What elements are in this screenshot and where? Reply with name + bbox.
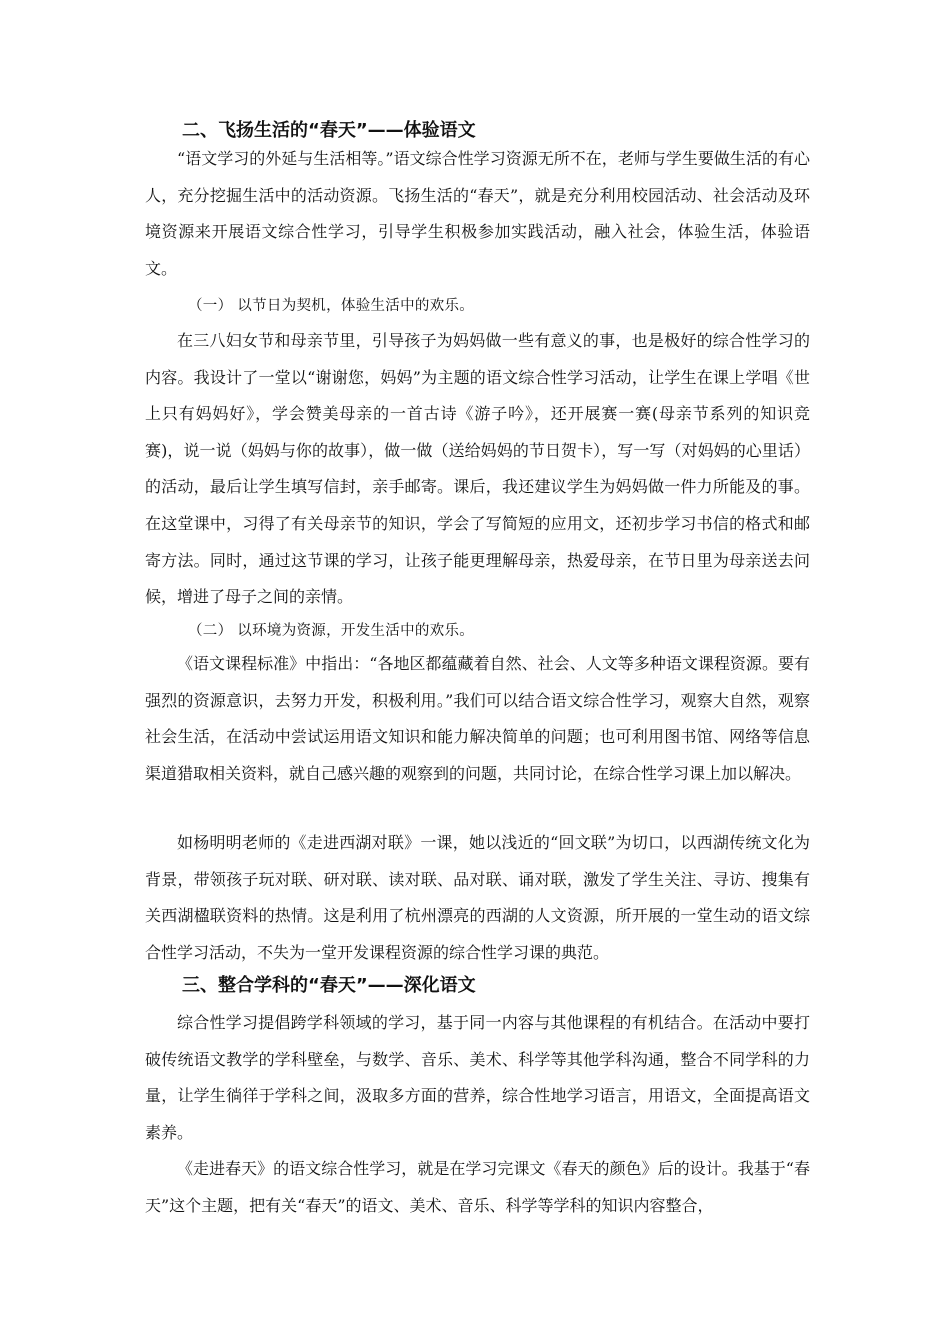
- subsection-2-heading: （二） 以环境为资源，开发生活中的欢乐。: [188, 623, 475, 639]
- subsection-1-paragraph: 在三八妇女节和母亲节里，引导孩子为妈妈做一些有意义的事，也是极好的综合性学习的内容。我设计了一堂以“谢谢您，妈妈”为主题的语文综合性学习活动，让学生在课上学唱《世上只有妈妈好》，学会赞美母亲的一首古诗《游子吟》，还开展赛一赛(母亲节系列的知识竞赛)，说一说（妈妈与你的故事），做一做（送给妈妈的节日贺卡），写一写（对妈妈的心里话）的活动，最后让学生填写信封，亲手邮寄。课后，我还建议学生为妈妈做一件力所能及的事。在这堂课中，习得了有关母亲节的知识，学会了写简短的应用文，还初步学习书信的格式和邮寄方法。同时，通过这节课的学习，让孩子能更理解母亲，热爱母亲，在节日里为母亲送去问候，增进了母子之间的亲情。: [145, 331, 810, 607]
- section-3-paragraph-1: 综合性学习提倡跨学科领域的学习，基于同一内容与其他课程的有机结合。在活动中要打破传统语文教学的学科壁垒，与数学、音乐、美术、科学等其他学科沟通，整合不同学科的力量，让学生徜徉于学科之间，汲取多方面的营养，综合性地学习语言，用语文，全面提高语文素养。: [145, 1013, 810, 1142]
- section-2-intro-paragraph: “语文学习的外延与生活相等。”语文综合性学习资源无所不在，老师与学生要做生活的有心人，充分挖掘生活中的活动资源。飞扬生活的“春天”，就是充分利用校园活动、社会活动及环境资源来开展语文综合性学习，引导学生积极参加实践活动，融入社会，体验生活，体验语文。: [145, 149, 810, 278]
- section-2-heading: 二、飞扬生活的“春天”——体验语文: [182, 120, 476, 141]
- subsection-2-paragraph-2: 如杨明明老师的《走进西湖对联》一课，她以浅近的“回文联”为切口，以西湖传统文化为背景，带领孩子玩对联、研对联、读对联、品对联、诵对联，激发了学生关注、寻访、搜集有关西湖楹联资料的热情。这是利用了杭州漂亮的西湖的人文资源，所开展的一堂生动的语文综合性学习活动，不失为一堂开发课程资源的综合性学习课的典范。: [145, 833, 810, 962]
- subsection-2-paragraph-1: 《语文课程标准》中指出：“各地区都蕴藏着自然、社会、人文等多种语文课程资源。要有强烈的资源意识，去努力开发，积极利用。”我们可以结合语文综合性学习，观察大自然，观察社会生活，在活动中尝试运用语文知识和能力解决简单的问题；也可利用图书馆、网络等信息渠道猎取相关资料，就自己感兴趣的观察到的问题，共同讨论，在综合性学习课上加以解决。: [145, 654, 810, 783]
- subsection-1-heading: （一） 以节日为契机，体验生活中的欢乐。: [188, 298, 475, 314]
- section-3-heading: 三、整合学科的“春天”——深化语文: [182, 975, 476, 996]
- section-3-paragraph-2: 《走进春天》的语文综合性学习，就是在学习完课文《春天的颜色》后的设计。我基于“春天”这个主题，把有关“春天”的语文、美术、音乐、科学等学科的知识内容整合，: [145, 1159, 810, 1215]
